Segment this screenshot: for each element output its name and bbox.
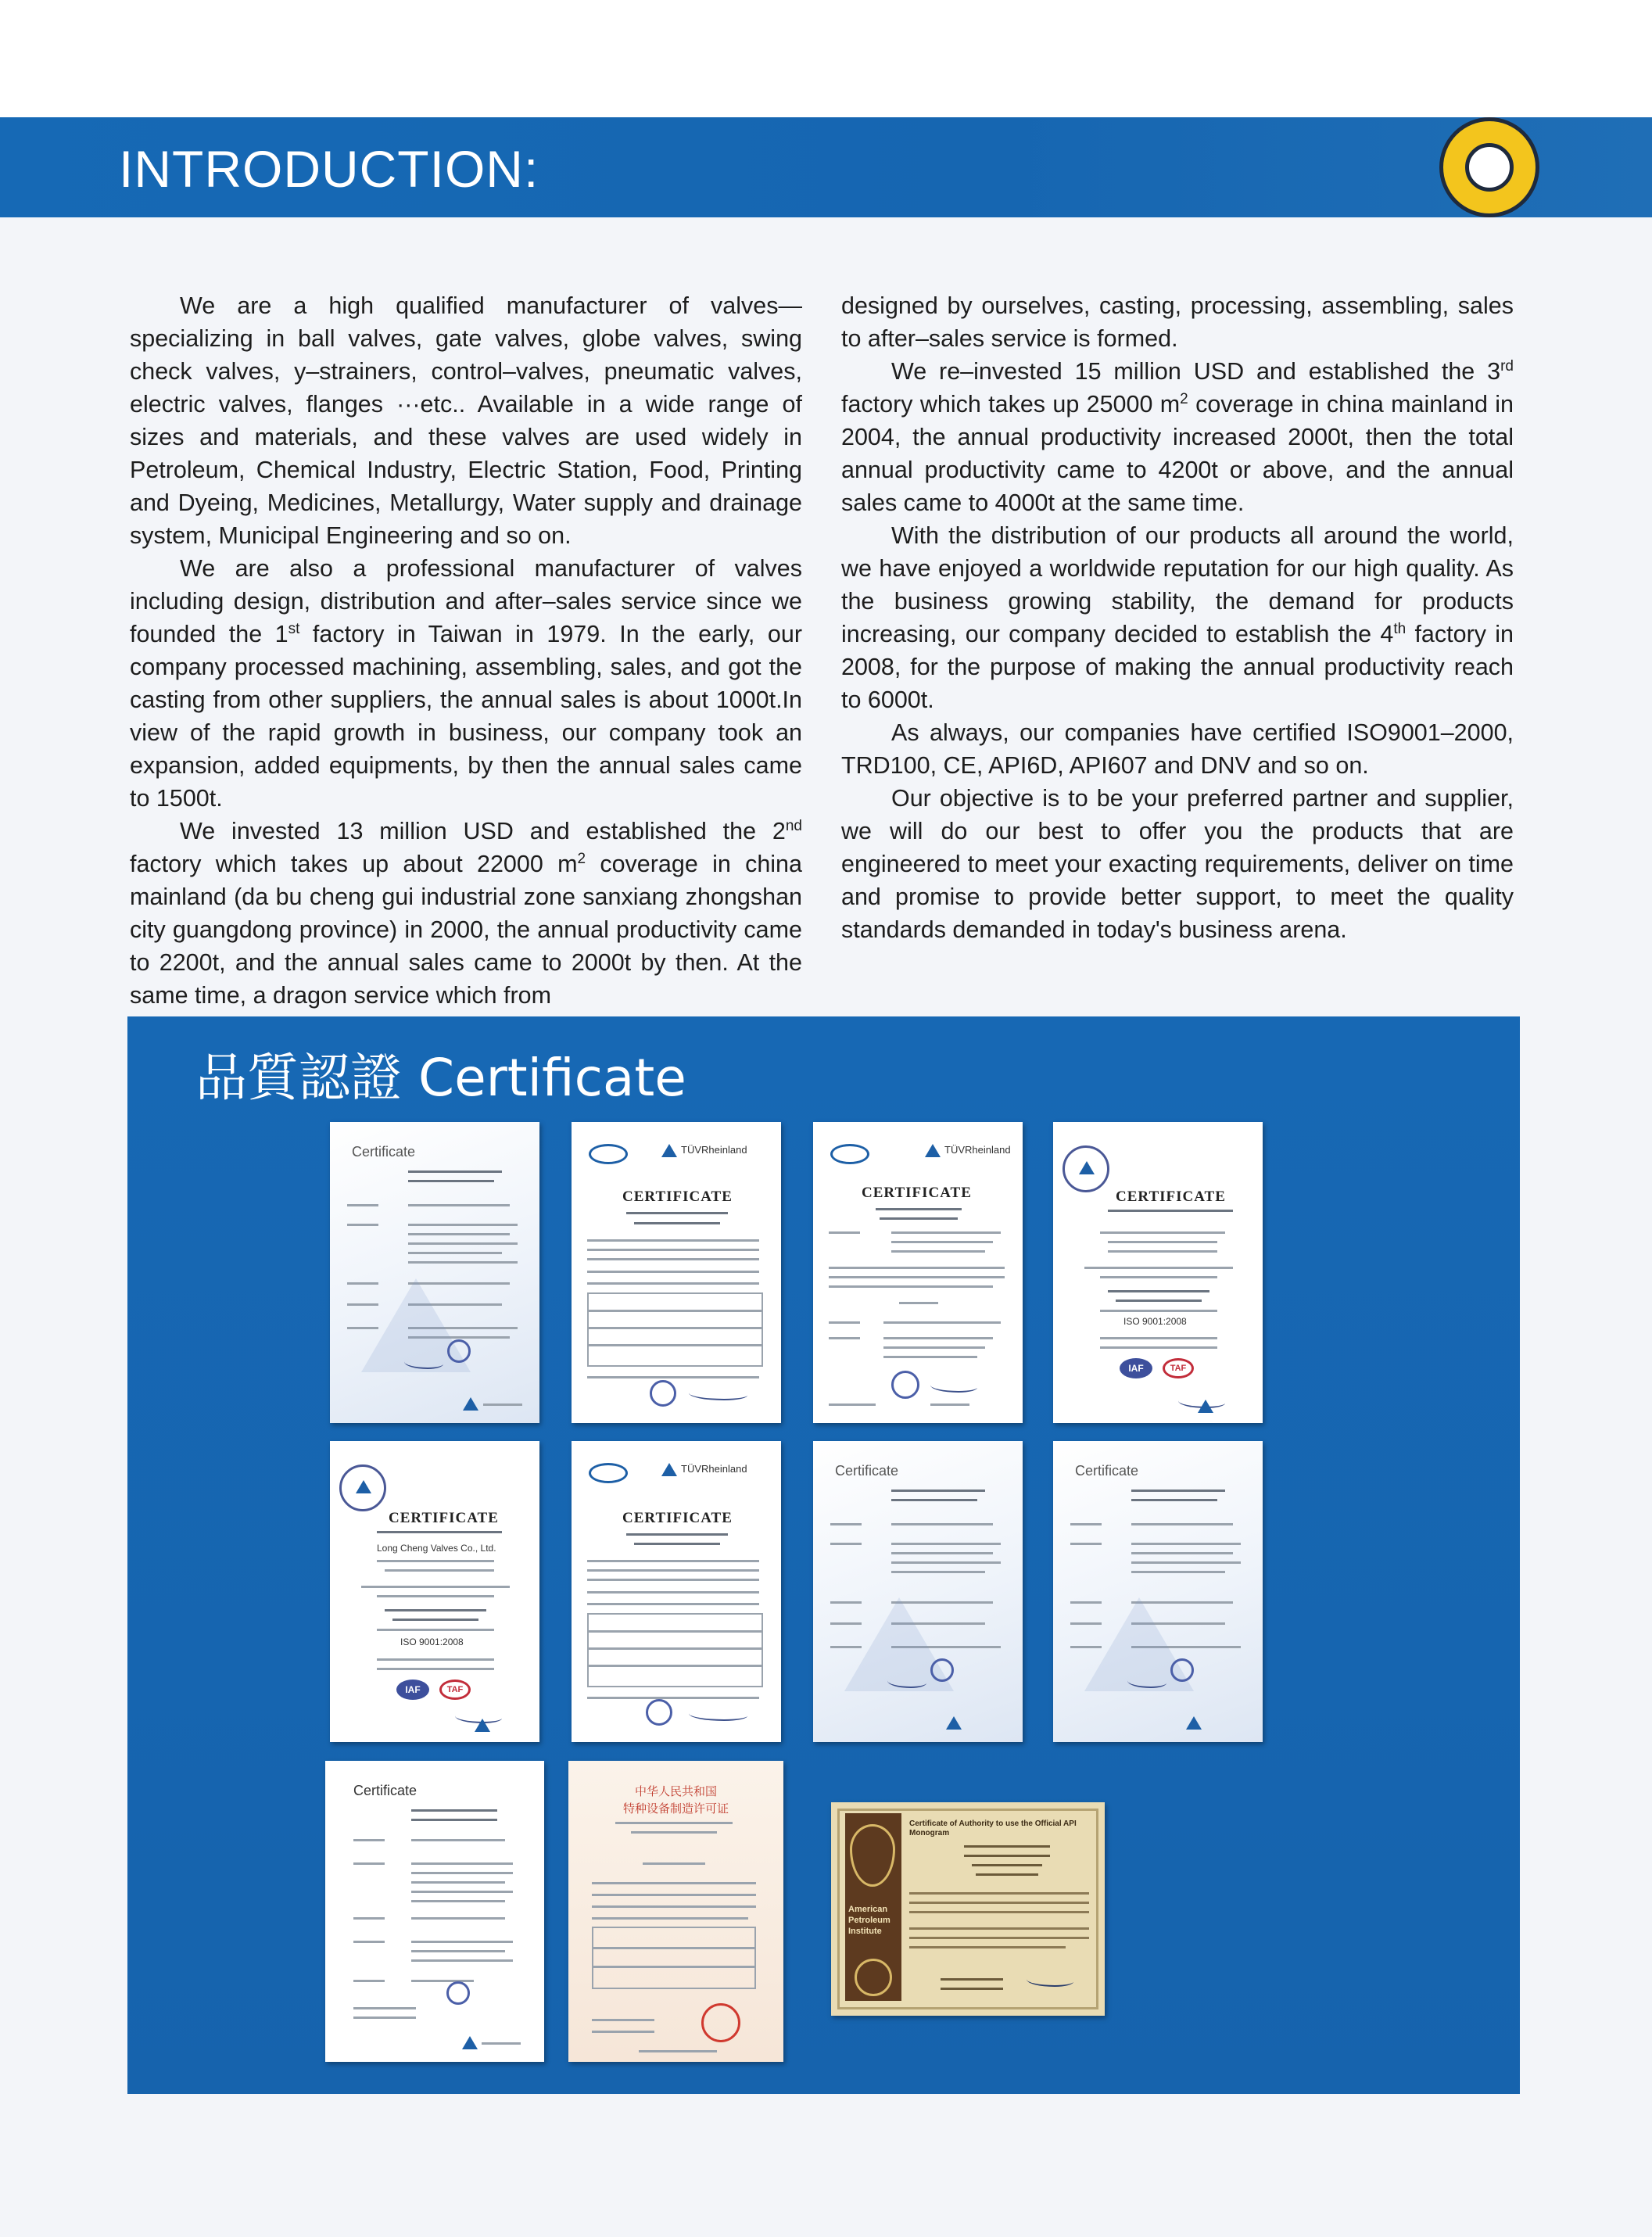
certificate-card[interactable]: TÜVRheinland CERTIFICATE <box>572 1441 781 1742</box>
certificate-section-title: 品質認證 Certificate <box>195 1048 686 1108</box>
intro-column-right <box>841 289 1514 946</box>
intro-paragraph-3-continued: designed by ourselves, casting, processing, assembling, sales to after–sales service is formed. <box>841 292 1514 352</box>
certificate-card[interactable]: Certificate <box>325 1761 544 2062</box>
intro-paragraph-1: We are a high qualified manufacturer of valves—specializing in ball valves, gate valves, globe valves, swing check valves, y–strainers, control–valves, pneumatic valves, electric valves, flanges ···etc.. Available in a wide range of sizes and materials, and these valves are used widely in Petroleum, Chemical Industry, Electric Station, Food, Printing and Dyeing, Medicines, Metallurgy, Water supply and drainage system, Municipal Engineering and so on. <box>130 292 802 549</box>
certificate-card[interactable]: TÜVRheinland CERTIFICATE <box>572 1122 781 1423</box>
certificate-card[interactable]: CERTIFICATE ISO 9001:2008 IAF TAF <box>1053 1122 1263 1423</box>
intro-paragraph-6: As always, our companies have certified ISO9001–2000, TRD100, CE, API6D, API607 and DNV and so on. <box>841 719 1514 779</box>
certificate-card[interactable]: American Petroleum Institute Certificate of Authority to use the Official API Monogram <box>831 1802 1105 2016</box>
intro-paragraph-7: Our objective is to be your preferred partner and supplier, we will do our best to offer you the products that are engineered to meet your exacting requirements, deliver on time and promise to provide better support, to meet the quality standards demanded in today's business arena. <box>841 785 1514 943</box>
intro-paragraph-3: We invested 13 million USD and established the 2nd factory which takes up about 22000 $m^2$ coverage in china mainland (da bu cheng gui industrial zone sanxiang zhongshan city guangdong province) in 2000, the annual productivity came to 2200t, and the annual sales came to 2000t by then. At the same time, a dragon service which from <box>130 817 802 1009</box>
certificate-card[interactable]: Certificate <box>1053 1441 1263 1742</box>
page-top-margin <box>0 0 1652 117</box>
certificate-card[interactable]: Certificate <box>813 1441 1023 1742</box>
page-title: INTRODUCTION: <box>119 140 539 198</box>
page-bottom-margin <box>0 2111 1652 2237</box>
certificate-card[interactable]: 中华人民共和国 特种设备制造许可证 <box>568 1761 783 2062</box>
intro-column-left <box>130 289 802 1012</box>
ring-icon <box>1439 117 1539 217</box>
intro-paragraph-2: We are also a professional manufacturer of valves including design, distribution and after–sales service since we founded the 1st factory in Taiwan in 1979. In the early, our company processed machining, assembling, sales, and got the casting from other suppliers, the annual sales is about 1000t.In view of the rapid growth in business, our company took an expansion, added equipments, by then the annual sales came to 1500t. <box>130 555 802 812</box>
certificate-card[interactable]: CERTIFICATE Long Cheng Valves Co., Ltd. ISO 9001:2008 IAF TAF <box>330 1441 539 1742</box>
certificate-card[interactable]: Certificate <box>330 1122 539 1423</box>
intro-paragraph-4: We re–invested 15 million USD and established the 3rd factory which takes up 25000 $m^2$ coverage in china mainland in 2004, the annual productivity increased 2000t, then the total annual productivity came to 4200t or above, and the annual sales came to 4000t at the same time. <box>841 357 1514 516</box>
intro-paragraph-5: With the distribution of our products all around the world, we have enjoyed a worldwide reputation for our high quality. As the business growing stability, the demand for products increasing, our company decided to establish the 4th factory in 2008, for the purpose of making the annual productivity reach to 6000t. <box>841 522 1514 713</box>
certificate-card[interactable]: TÜVRheinland CERTIFICATE <box>813 1122 1023 1423</box>
